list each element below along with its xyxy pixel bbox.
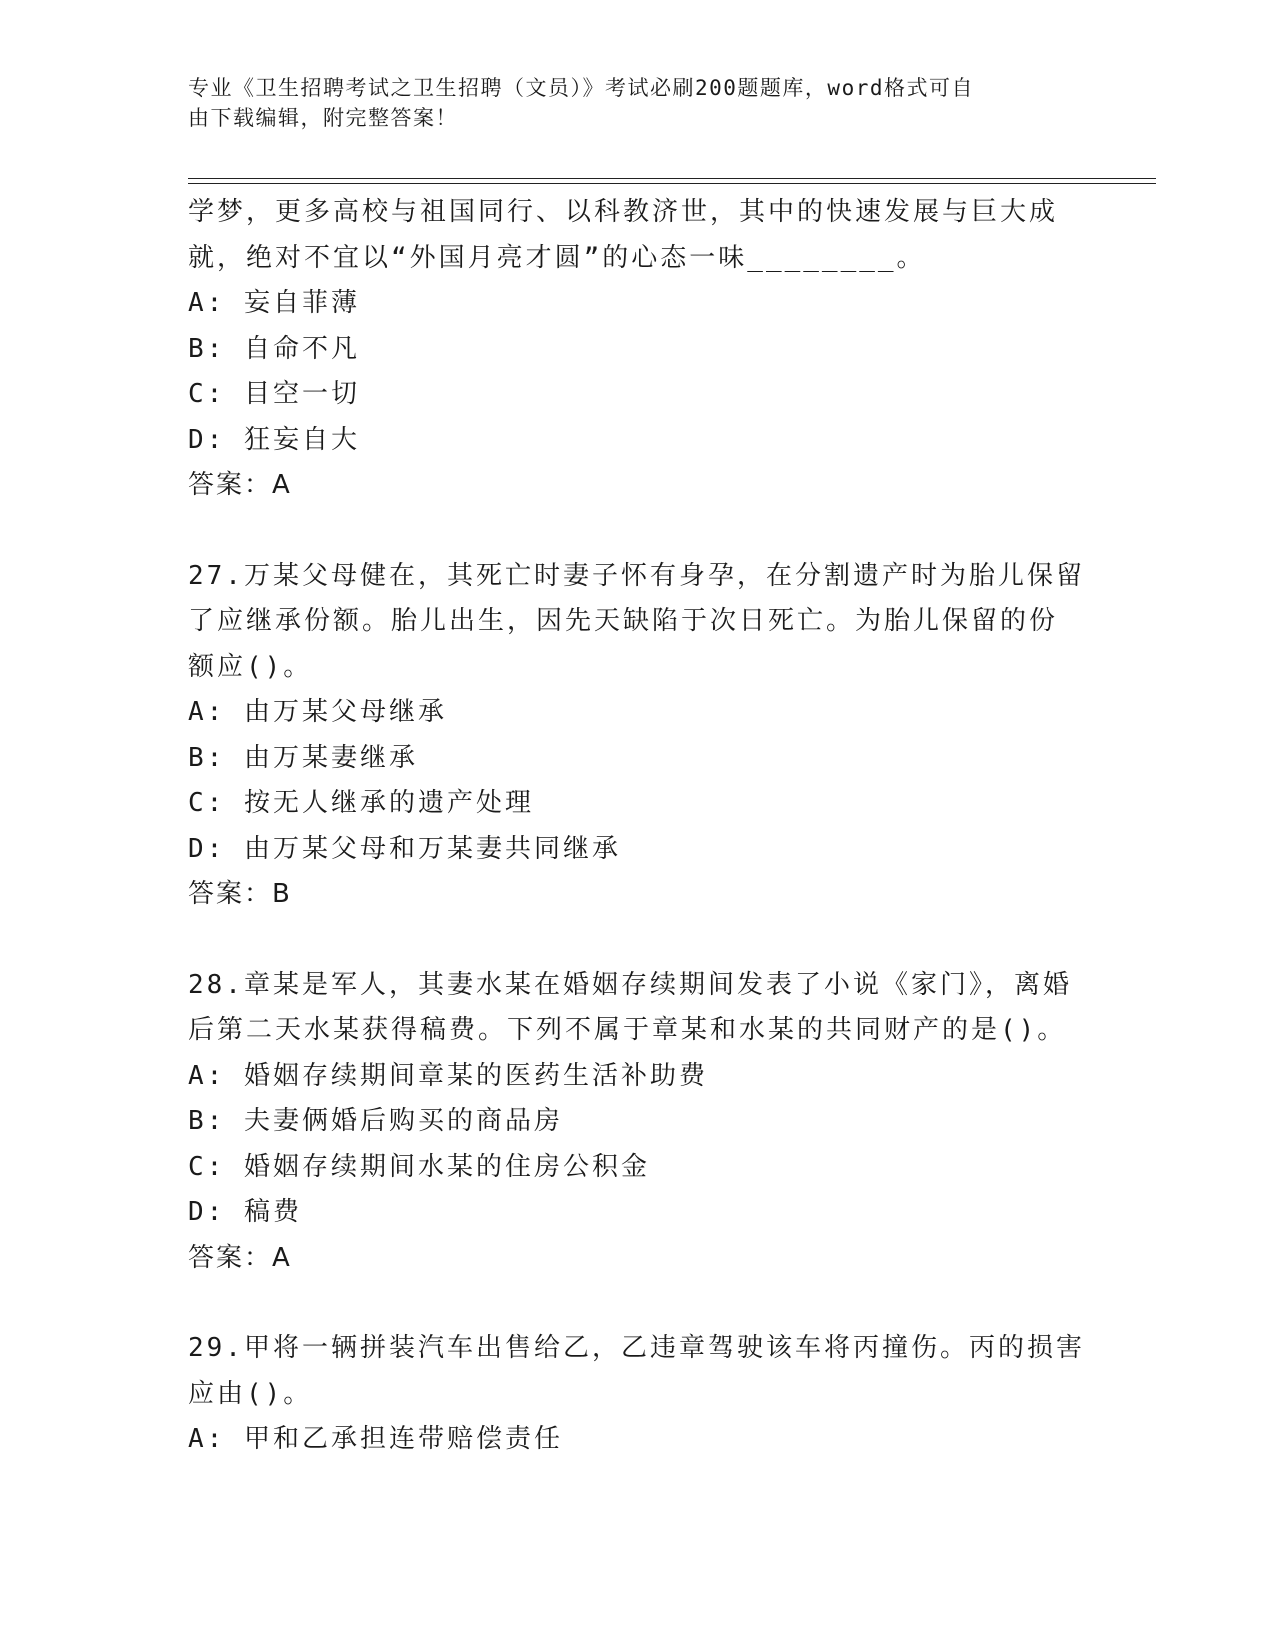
option-letter: D: [188,1197,226,1227]
option-letter: C: [188,1151,226,1182]
option-letter: B: [188,1106,226,1136]
question-stem-line: 就，绝对不宜以“外国月亮才圆”的心态一味________。 [188,242,926,273]
option-letter: A: [188,697,226,727]
option-c [188,372,1088,418]
option-text: 夫妻俩婚后购买的商品房 [243,1106,563,1136]
question-29 [188,1326,1088,1463]
option-letter: C: [188,788,226,818]
question-26 [188,190,1088,509]
option-text: 婚姻存续期间水某的住房公积金 [243,1151,650,1182]
question-stem-line: 29.甲将一辆拼装汽车出售给乙，乙违章驾驶该车将丙撞伤。丙的损害 [188,1333,1085,1363]
option-letter: B: [188,742,226,773]
option-d [188,418,1088,464]
answer-line: 答案：A [188,470,292,500]
option-letter: C: [188,379,226,409]
option-text: 妄自菲薄 [243,288,360,318]
option-letter: D: [188,424,226,455]
header-rule-top [188,178,1156,179]
option-b [188,327,1088,373]
option-b [188,1099,1088,1145]
option-text: 由万某妻继承 [243,742,418,773]
option-c [188,781,1088,827]
option-text: 稿费 [243,1197,302,1227]
option-b [188,736,1088,782]
option-d [188,1190,1088,1236]
spacer [188,509,1088,554]
question-28 [188,963,1088,1282]
question-stem-line: 27.万某父母健在，其死亡时妻子怀有身孕，在分割遗产时为胎儿保留 [188,560,1085,591]
option-text: 目空一切 [243,379,360,409]
header-line-1: 专业《卫生招聘考试之卫生招聘（文员）》考试必刷200题题库，word格式可自 [188,76,974,100]
question-27 [188,554,1088,918]
option-text: 狂妄自大 [243,424,360,455]
document-header [188,73,1078,133]
option-a [188,690,1088,736]
question-stem-line: 后第二天水某获得稿费。下列不属于章某和水某的共同财产的是()。 [188,1015,1067,1045]
answer-line: 答案：A [188,1242,292,1273]
option-letter: D: [188,833,226,864]
option-letter: A: [188,1424,226,1454]
question-stem-line: 应由()。 [188,1378,313,1409]
option-text: 由万某父母和万某妻共同继承 [243,833,621,864]
option-text: 婚姻存续期间章某的医药生活补助费 [243,1060,708,1091]
question-stem-line: 了应继承份额。胎儿出生，因先天缺陷于次日死亡。为胎儿保留的份 [188,606,1059,636]
question-stem-line: 额应()。 [188,651,313,682]
option-d [188,827,1088,873]
option-text: 按无人继承的遗产处理 [243,788,534,818]
spacer [188,1281,1088,1326]
option-text: 自命不凡 [243,333,360,364]
option-a [188,1054,1088,1100]
option-c [188,1145,1088,1191]
question-stem-line: 学梦，更多高校与祖国同行、以科教济世，其中的快速发展与巨大成 [188,197,1059,227]
header-line-2: 由下载编辑，附完整答案！ [188,106,458,130]
option-a [188,1417,1088,1463]
option-letter: B: [188,333,226,364]
option-letter: A: [188,1060,226,1091]
spacer [188,918,1088,963]
option-text: 由万某父母继承 [243,697,447,727]
option-letter: A: [188,288,226,318]
option-text: 甲和乙承担连带赔偿责任 [243,1424,563,1454]
option-a [188,281,1088,327]
header-rule-bottom [188,183,1156,184]
question-stem-line: 28.章某是军人，其妻水某在婚姻存续期间发表了小说《家门》，离婚 [188,969,1072,1000]
answer-line: 答案：B [188,879,292,909]
document-body [188,190,1088,1463]
